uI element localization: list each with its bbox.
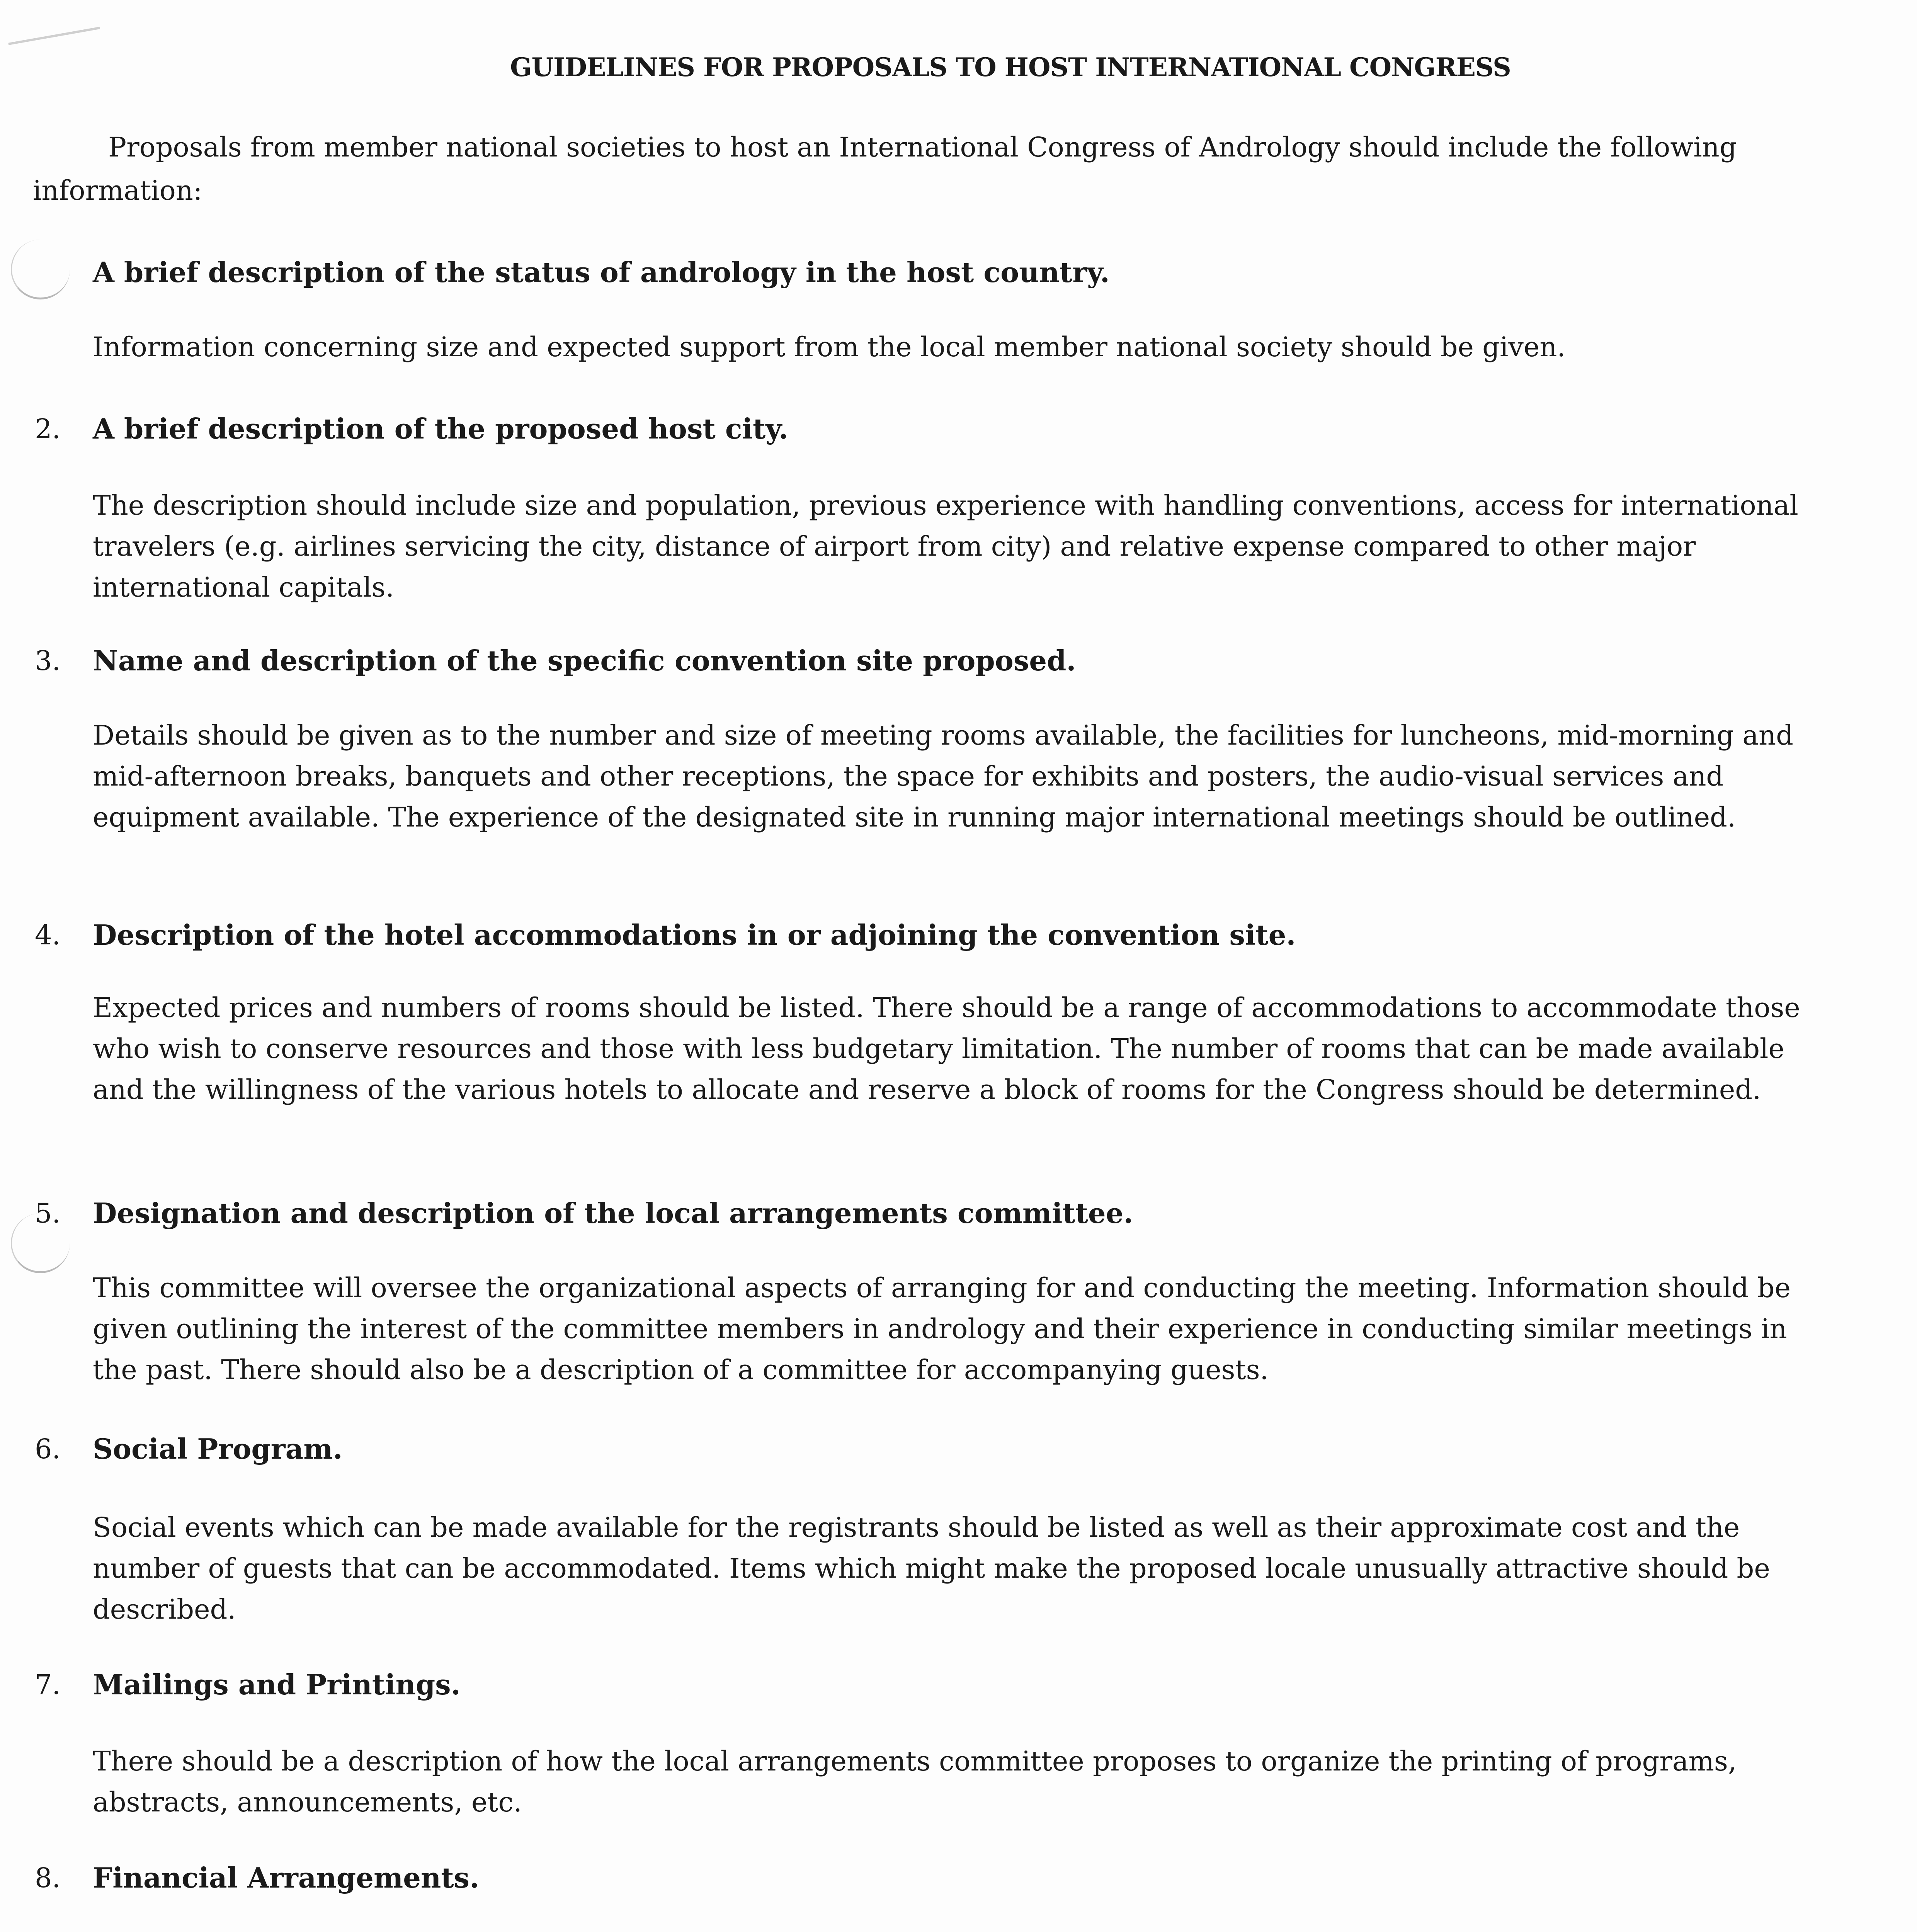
section-number: 3. [35, 645, 61, 677]
section-body: Expected prices and numbers of rooms should be listed. There should be a range of accommodations to accommodate those who wish to conserve resources and those with less budgetary limitation. The number of rooms that can be made available and the willingness of the various hotels to allocate and reserve a block of rooms for the Congress should be determined. [93, 992, 1800, 1105]
section-heading: A brief description of the proposed host city. [93, 412, 788, 445]
section-body: Details should be given as to the number and size of meeting rooms available, the facilities for luncheons, mid-morning and mid-afternoon breaks, banquets and other receptions, the space for exhibits and posters, the audio-visual services and equipment available. The experience of the designated site in running major international meetings should be outlined. [93, 719, 1793, 833]
section-body: Social events which can be made available for the registrants should be listed as well as their approximate cost and the number of guests that can be accommodated. Items which might make the proposed locale unusually attractive should be described. [93, 1512, 1770, 1625]
section-heading: Description of the hotel accommodations in or adjoining the convention site. [93, 918, 1296, 951]
scan-mark [8, 27, 100, 45]
section-heading: Social Program. [93, 1432, 343, 1465]
section-number: 5. [35, 1197, 61, 1229]
section-heading: Designation and description of the local arrangements committee. [93, 1197, 1133, 1230]
section-heading: Name and description of the specific convention site proposed. [93, 644, 1076, 677]
section-body: This committee will oversee the organizational aspects of arranging for and conducting the meeting. Information should be given outlining the interest of the committee members in andrology and their experience in conducting similar meetings in the past. There should also be a description of a committee for accompanying guests. [93, 1272, 1791, 1386]
section-body: There should be a description of how the local arrangements committee proposes to organize the printing of programs, abstracts, announcements, etc. [93, 1745, 1737, 1818]
section-number: 4. [35, 919, 61, 951]
section-body: The description should include size and population, previous experience with handling conventions, access for international travelers (e.g. airlines servicing the city, distance of airport from city) and relative expense compared to other major international capitals. [93, 490, 1798, 603]
document-title: GUIDELINES FOR PROPOSALS TO HOST INTERNATIONAL CONGRESS [510, 52, 1511, 82]
section-number: 6. [35, 1433, 61, 1465]
section-number: 2. [35, 413, 61, 445]
section-heading: A brief description of the status of andrology in the host country. [93, 256, 1110, 289]
intro-paragraph: Proposals from member national societies to host an International Congress of Andrology should include the following information: [33, 131, 1737, 206]
section-body: Information concerning size and expected support from the local member national society should be given. [93, 331, 1566, 363]
section-heading: Mailings and Printings. [93, 1668, 461, 1701]
section-heading: Financial Arrangements. [93, 1861, 480, 1894]
section-number: 7. [35, 1669, 61, 1701]
section-number: 8. [35, 1862, 61, 1894]
punch-hole [11, 240, 70, 299]
